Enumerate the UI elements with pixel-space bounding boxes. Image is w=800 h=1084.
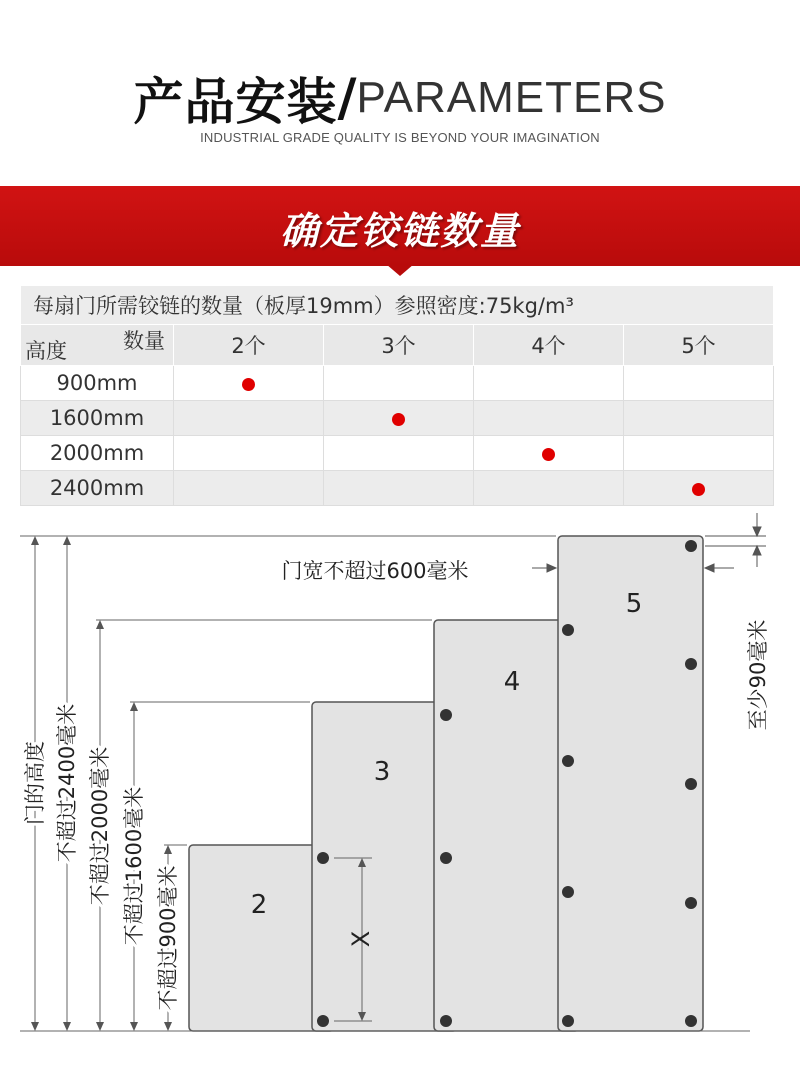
- hinge-hole: [685, 897, 697, 909]
- table-cell: [624, 436, 774, 471]
- door-height-label: 门的高度: [23, 741, 47, 825]
- width-arrow-right: [547, 564, 556, 572]
- hinge-quantity-table: [20, 285, 774, 506]
- marker-dot: [392, 413, 405, 426]
- title-slash: /: [337, 68, 357, 128]
- table-cell: [474, 436, 624, 471]
- max-1600-label: 不超过1600毫米: [122, 786, 146, 946]
- table-row: [21, 401, 774, 436]
- arrow-up: [130, 702, 138, 711]
- max-2000-label: 不超过2000毫米: [88, 746, 112, 906]
- hinge-hole: [562, 886, 574, 898]
- gap-indicator: [705, 513, 766, 567]
- title-chinese: 产品安装: [133, 73, 338, 131]
- table-cell: [624, 366, 774, 401]
- hinge-hole: [440, 1015, 452, 1027]
- table-cell: [474, 366, 624, 401]
- column-header: 5个: [624, 325, 774, 366]
- hinge-hole: [440, 852, 452, 864]
- marker-dot: [242, 378, 255, 391]
- hinge-hole: [317, 852, 329, 864]
- row-height-label: 1600mm: [21, 401, 174, 436]
- gap-arrow-down: [753, 527, 761, 536]
- hinge-hole: [562, 1015, 574, 1027]
- door-label: 4: [503, 667, 521, 697]
- table-caption-row: [21, 286, 774, 325]
- table-cell: [624, 401, 774, 436]
- arrow-down: [130, 1022, 138, 1031]
- width-arrow-left: [705, 564, 714, 572]
- arrow-up: [63, 536, 71, 545]
- hinge-hole: [685, 778, 697, 790]
- arrow-up: [96, 620, 104, 629]
- gap-arrow-up: [753, 546, 761, 555]
- title-english: PARAMETERS: [356, 73, 667, 122]
- row-height-label: 2000mm: [21, 436, 174, 471]
- table-cell: [324, 436, 474, 471]
- table-cell: [324, 366, 474, 401]
- table-cell: [324, 471, 474, 506]
- arrow-down: [96, 1022, 104, 1031]
- arrow-up: [164, 845, 172, 854]
- table-header-row: [21, 325, 774, 366]
- hinge-hole: [685, 1015, 697, 1027]
- max-2400-label: 不超过2400毫米: [55, 703, 79, 863]
- corner-quantity-label: 数量: [123, 329, 165, 353]
- arrow-down: [164, 1022, 172, 1031]
- table-corner-cell: [21, 325, 174, 366]
- banner-title: 确定铰链数量: [279, 209, 520, 253]
- marker-dot: [542, 448, 555, 461]
- door-width-note: 门宽不超过600毫米: [281, 559, 469, 583]
- door-label: 2: [250, 890, 268, 920]
- row-height-label: 900mm: [21, 366, 174, 401]
- hinge-hole: [562, 624, 574, 636]
- table-cell: [174, 366, 324, 401]
- arrow-up: [31, 536, 39, 545]
- column-header: 4个: [474, 325, 624, 366]
- page-title: [0, 62, 800, 134]
- table-cell: [324, 401, 474, 436]
- page-header: [0, 0, 800, 185]
- table-cell: [474, 471, 624, 506]
- arrow-down: [63, 1022, 71, 1031]
- hinge-diagram-svg: [0, 505, 800, 1080]
- arrow-down: [31, 1022, 39, 1031]
- door-label: 5: [625, 589, 643, 619]
- table-row: [21, 471, 774, 506]
- hinge-hole: [440, 709, 452, 721]
- corner-height-label: 高度: [25, 339, 67, 363]
- hinge-hole: [685, 540, 697, 552]
- table-cell: [474, 401, 624, 436]
- max-900-label: 不超过900毫米: [156, 865, 180, 1011]
- table-cell: [174, 471, 324, 506]
- hinge-diagram: [0, 505, 800, 1080]
- table-cell: [624, 471, 774, 506]
- marker-dot: [692, 483, 705, 496]
- banner-notch: [386, 264, 414, 276]
- hinge-hole: [562, 755, 574, 767]
- column-header: 2个: [174, 325, 324, 366]
- table-cell: [174, 401, 324, 436]
- door-label: 3: [373, 757, 391, 787]
- min-gap-note: 至少90毫米: [746, 619, 770, 731]
- column-header: 3个: [324, 325, 474, 366]
- table-caption: 每扇门所需铰链的数量（板厚19mm）参照密度:75kg/m³: [21, 286, 774, 325]
- row-height-label: 2400mm: [21, 471, 174, 506]
- x-label: X: [347, 930, 375, 948]
- table-row: [21, 436, 774, 471]
- table-row: [21, 366, 774, 401]
- table-cell: [174, 436, 324, 471]
- hinge-hole: [685, 658, 697, 670]
- page-subtitle: INDUSTRIAL GRADE QUALITY IS BEYOND YOUR IMAGINATION: [200, 130, 600, 145]
- hinge-hole: [317, 1015, 329, 1027]
